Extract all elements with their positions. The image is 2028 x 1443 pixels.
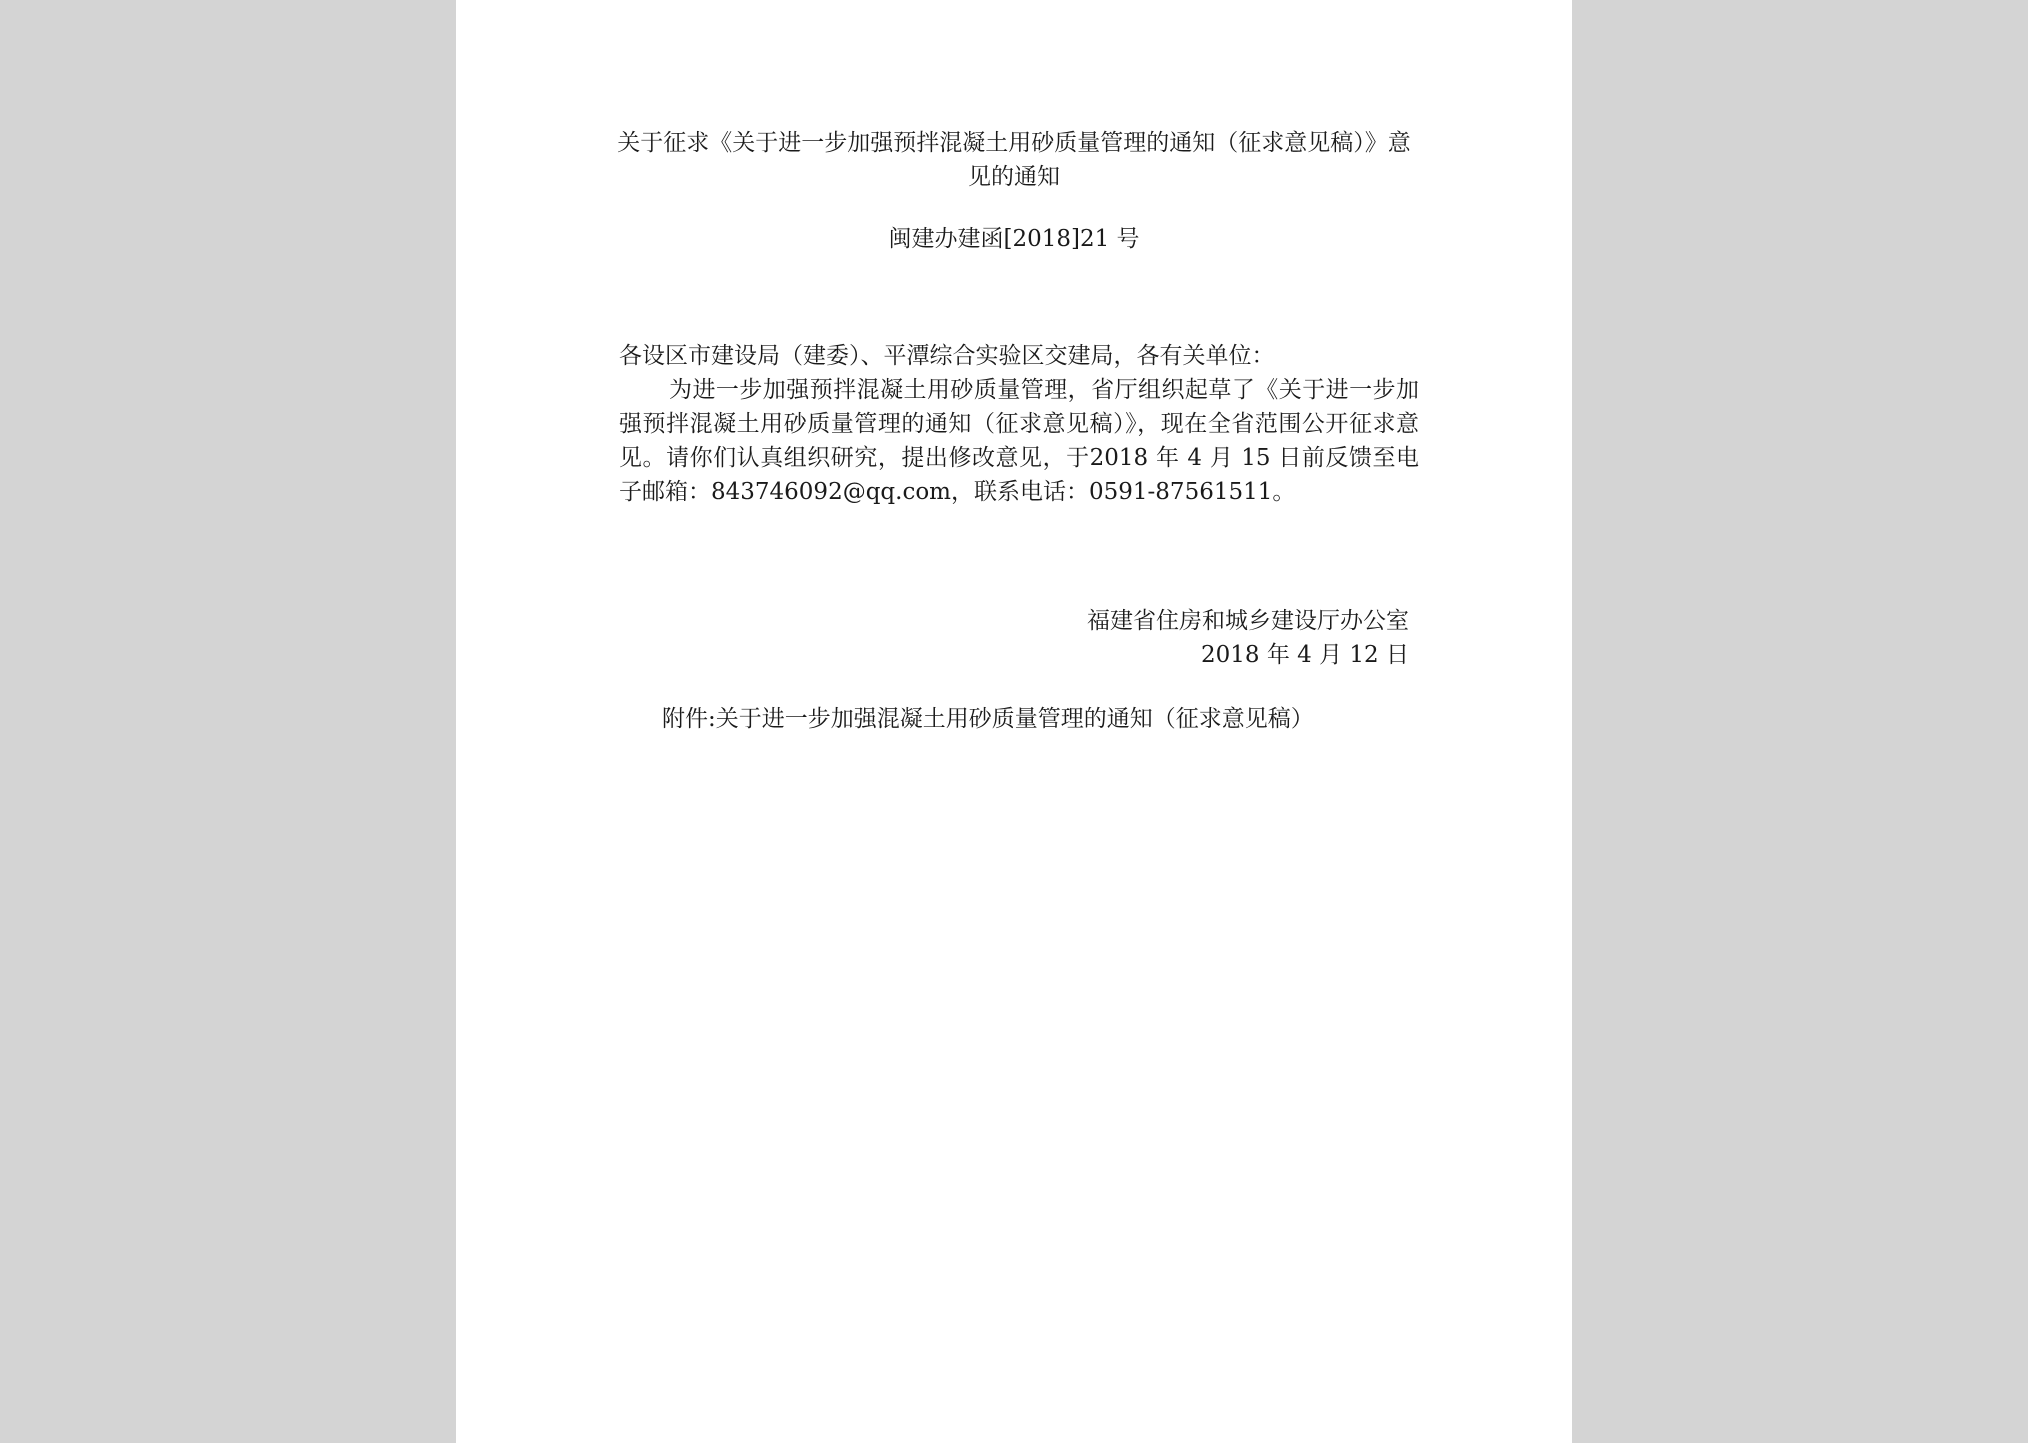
document-page — [456, 0, 1572, 1443]
document-body — [619, 339, 1419, 509]
document-number: 闽建办建函[2018]21 号 — [888, 226, 1140, 252]
document-title: 关于征求《关于进一步加强预拌混凝土用砂质量管理的通知（征求意见稿）》意见的通知 — [617, 130, 1411, 190]
body-paragraph: 为进一步加强预拌混凝土用砂质量管理，省厅组织起草了《关于进一步加强预拌混凝土用砂质量管理的通知（征求意见稿）》，现在全省范围公开征求意见。请你们认真组织研究，提出修改意见，于2018 年 4 月 15 日前反馈至电子邮箱：843746092@qq.com，联系电话：0591-87561511。 — [619, 377, 1419, 505]
attachment-line: 附件:关于进一步加强混凝土用砂质量管理的通知（征求意见稿） — [662, 706, 1314, 732]
issuer-name: 福建省住房和城乡建设厅办公室 — [1087, 608, 1409, 634]
addressee-line: 各设区市建设局（建委）、平潭综合实验区交建局，各有关单位： — [619, 343, 1275, 369]
issue-date: 2018 年 4 月 12 日 — [1201, 642, 1409, 668]
signature-block — [1087, 604, 1409, 672]
